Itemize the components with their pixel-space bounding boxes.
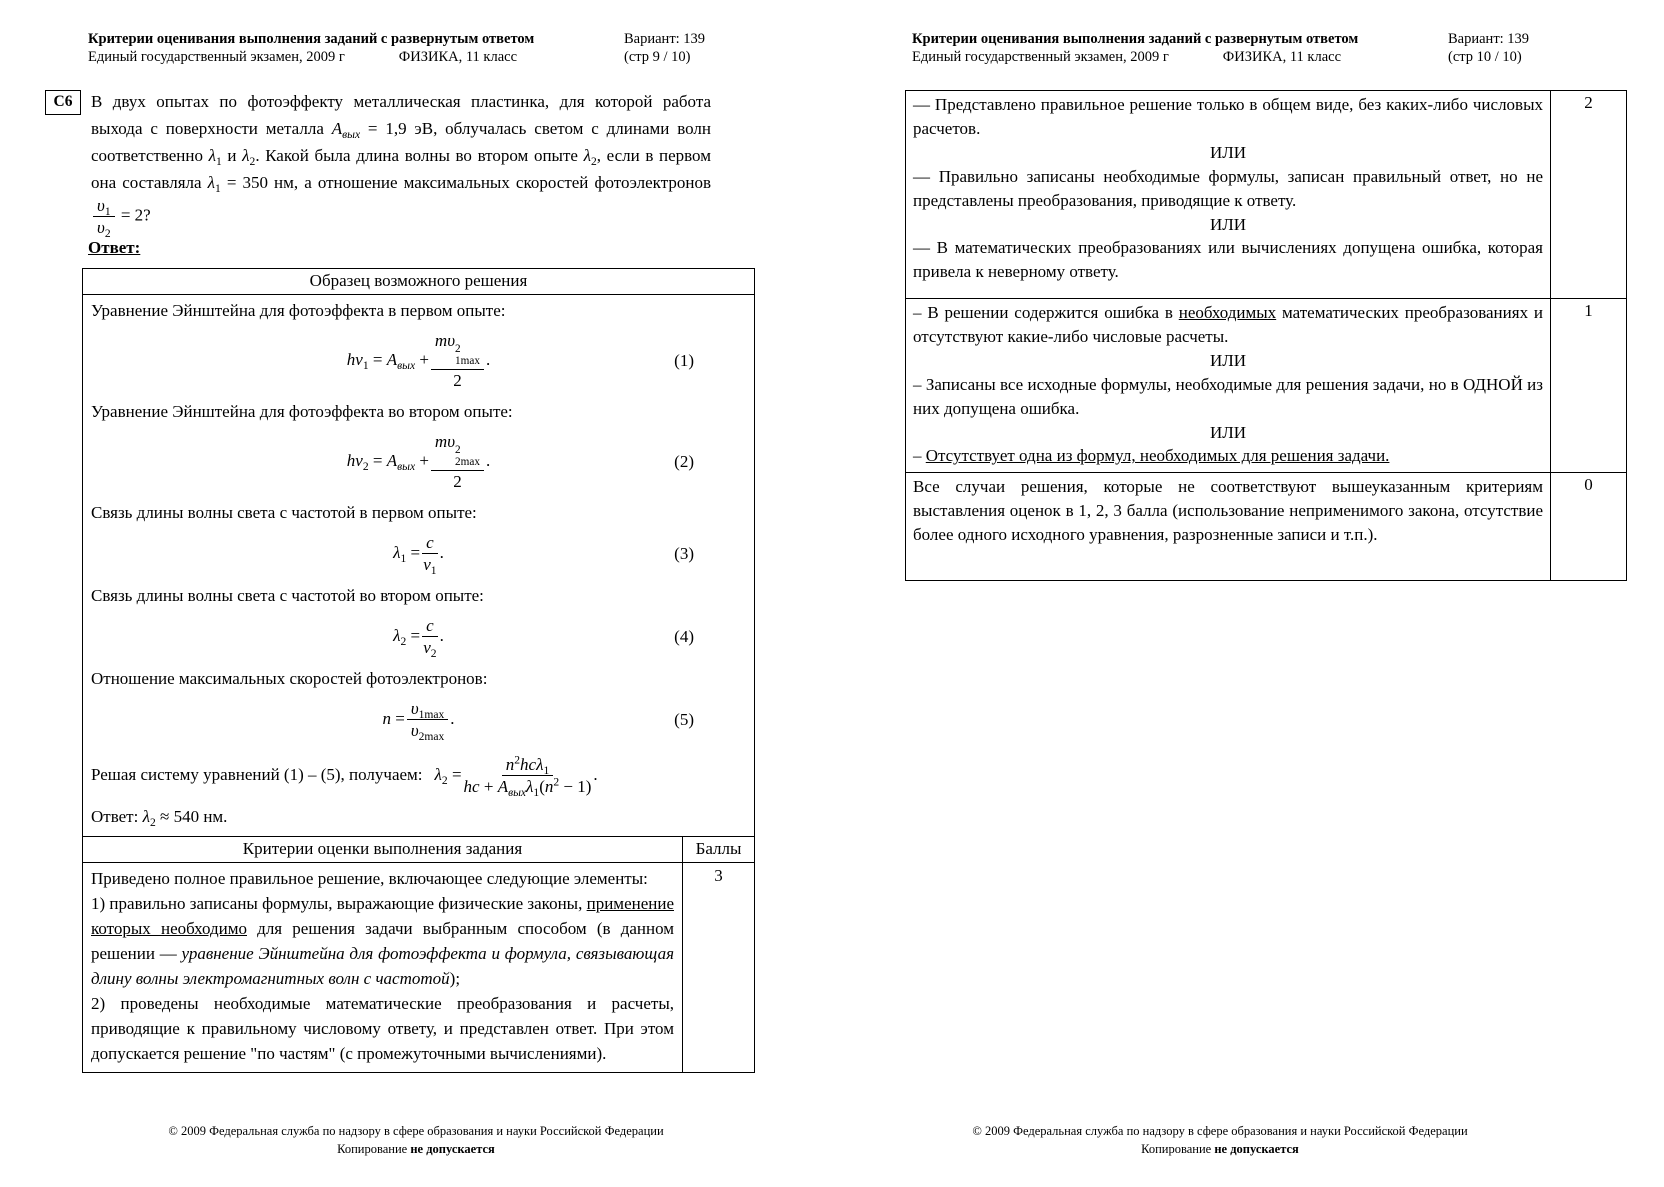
page-header — [88, 30, 628, 66]
score-value: 3 — [714, 865, 723, 885]
equation-1: $h\nu_1 = А_{вых}$ + mυ 2 1max 2 . (1) — [346, 331, 694, 390]
task-label: С6 — [45, 90, 81, 115]
criteria-table-left — [82, 837, 755, 1073]
solution-table — [82, 268, 755, 837]
criteria-table-right — [905, 90, 1627, 581]
solution-and-criteria — [82, 268, 755, 1073]
variant-block — [1448, 30, 1529, 66]
equation-2: $h\nu_2 = А_{вых}$ + mυ 2 2max 2 . (2) — [346, 431, 694, 491]
score-value: 2 — [1584, 93, 1593, 112]
criteria-row-1 — [906, 299, 1626, 473]
fraction: mυ 2 2max 2 — [431, 432, 484, 491]
criteria-row-3 — [83, 863, 754, 1072]
fraction: $\frac{n^2hc\lambda_1}{hc + А_{вых}\lambda_1(n^2 - 1)}$ — [463, 753, 592, 799]
equation-number: (1) — [674, 351, 694, 371]
variant-number: Вариант: 139 — [624, 31, 706, 47]
solution-line-1: Уравнение Эйнштейна для фотоэффекта в первом опыте: — [91, 301, 506, 320]
page-footer — [0, 1122, 832, 1158]
equation-5: n = $\frac{\upsilon_{1max}}{\upsilon_{2max}}$ . (5) — [382, 698, 694, 743]
fraction: $\frac{\upsilon_{1max}}{\upsilon_{2max}}$ — [407, 699, 448, 740]
answer-label: Ответ: — [88, 238, 141, 257]
fraction: $\frac{c}{\nu_1}$ — [423, 532, 437, 577]
equation-number: (5) — [674, 710, 694, 730]
header-subject: ФИЗИКА, 11 класс — [398, 49, 518, 65]
header-title: Критерии оценивания выполнения заданий с развернутым ответом — [88, 31, 535, 47]
equation-3: $\lambda_1$ = $\frac{c}{\nu_1}$ . (3) — [393, 532, 694, 577]
fraction: mυ 2 1max 2 — [431, 331, 484, 390]
footer-copyright: © 2009 Федеральная служба по надзору в сфере образования и науки Российской Федерации — [168, 1124, 664, 1138]
footer-copy-notice: Копирование не допускается — [1141, 1142, 1299, 1156]
final-answer: Ответ: $\lambda_2 \approx 540$ нм. — [91, 806, 228, 829]
criteria-row-0 — [906, 473, 1626, 580]
page-footer — [832, 1122, 1664, 1158]
equation-number: (4) — [674, 627, 694, 647]
solution-body — [83, 295, 754, 836]
page-right — [832, 0, 1664, 1187]
page-header — [912, 30, 1452, 66]
footer-copy-notice: Копирование не допускается — [337, 1142, 495, 1156]
solution-line-5: Отношение максимальных скоростей фотоэлектронов: — [91, 668, 488, 688]
header-title: Критерии оценивания выполнения заданий с развернутым ответом — [912, 31, 1359, 47]
score-value: 1 — [1584, 301, 1593, 320]
equation-number: (2) — [674, 452, 694, 472]
header-subject: ФИЗИКА, 11 класс — [1222, 49, 1342, 65]
criteria-text: — Представлено правильное решение только в общем виде, без каких-либо числовых расчетов. ИЛИ — Правильно записаны необходимые формулы, записан правильный ответ, но не представлены преобразования, приводящие к ответу. ИЛИ — В математических преобразованиях или вычислениях допущена ошибка, которая привела к неверному ответу. — [906, 91, 1551, 298]
variant-number: Вариант: 139 — [1448, 31, 1530, 47]
solution-line-3: Связь длины волны света с частотой в первом опыте: — [91, 502, 477, 522]
criteria-text: Приведено полное правильное решение, включающее следующие элементы: 1) правильно записаны формулы, выражающие физические законы, применение которых необходимо для решения задачи выбранным способом (в данном решении — уравнение Эйнштейна для фотоэффекта и формула, связывающая длину волны электромагнитных волн с частотой); 2) проведены необходимые математические преобразования и расчеты, приводящие к правильному числовому ответу, и представлен ответ. При этом допускается решение "по частям" (с промежуточными вычислениями). — [83, 863, 683, 1072]
equation-number: (3) — [674, 544, 694, 564]
score-value: 0 — [1584, 475, 1593, 495]
criteria-text: Все случаи решения, которые не соответствуют вышеуказанным критериям выставления оценок в 1, 2, 3 балла (использование неприменимого закона, отсутствие более одного исходного уравнения, разрозненные записи и т.п.). — [906, 473, 1551, 580]
variant-block — [624, 30, 705, 66]
solution-table-header: Образец возможного решения — [83, 269, 754, 295]
solution-line-2: Уравнение Эйнштейна для фотоэффекта во втором опыте: — [91, 401, 513, 421]
task — [45, 88, 713, 241]
header-subtitle — [88, 48, 628, 66]
criteria-row-2 — [906, 91, 1626, 299]
criteria-table-header — [83, 837, 754, 863]
fraction: $\frac{c}{\nu_2}$ — [423, 615, 437, 660]
header-exam: Единый государственный экзамен, 2009 г — [912, 49, 1169, 65]
page-number: (стр 10 / 10) — [1448, 49, 1522, 65]
solution-line-4: Связь длины волны света с частотой во втором опыте: — [91, 585, 484, 605]
equation-4: $\lambda_2$ = $\frac{c}{\nu_2}$ . (4) — [393, 615, 694, 660]
footer-copyright: © 2009 Федеральная служба по надзору в сфере образования и науки Российской Федерации — [972, 1124, 1468, 1138]
header-exam: Единый государственный экзамен, 2009 г — [88, 49, 345, 65]
final-derivation: Решая систему уравнений (1) – (5), получаем: $\lambda_2$ = $\frac{n^2hc\lambda_1}{hc + А_{вых}\lambda_1(n^2 - 1)}$ . — [91, 753, 598, 799]
criteria-text: – В решении содержится ошибка в необходимых математических преобразованиях и отсутствуют какие-либо числовые расчеты. ИЛИ – Записаны все исходные формулы, необходимые для решения задачи, но в ОДНОЙ из них допущена ошибка. ИЛИ – Отсутствует одна из формул, необходимых для решения задачи. — [906, 299, 1551, 472]
page-number: (стр 9 / 10) — [624, 49, 691, 65]
score-column-header: Баллы — [695, 838, 742, 858]
header-subtitle — [912, 48, 1452, 66]
criteria-column-header: Критерии оценки выполнения задания — [83, 837, 683, 862]
task-statement: В двух опытах по фотоэффекту металлическая пластинка, для которой работа выхода с поверхности металла $А_{вых} = 1,9$ эВ, облучалась светом с длинами волн соответственно $\lambda_1$ и $\lambda_2$. Какой была длина волны во втором опыте $\lambda_2$, если в первом она составляла $\lambda_1 = 350$ нм, а отношение максимальных скоростей фотоэлектронов $\frac{\upsilon_1}{\upsilon_2}$ = 2? — [91, 92, 711, 241]
